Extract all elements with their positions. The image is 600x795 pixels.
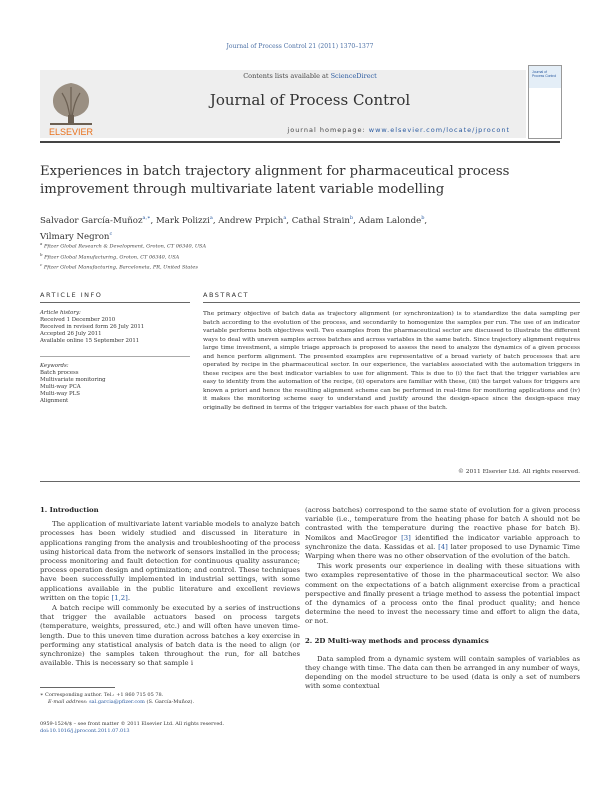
author-affiliation-marker[interactable]: b <box>349 215 354 221</box>
author-separator: , <box>212 215 219 226</box>
paragraph-text: identified the indicator variable approach to synchronize the data. Kassidas et al. <box>305 533 580 551</box>
header-rule <box>40 141 560 143</box>
author-separator: , <box>353 215 359 226</box>
author-name: Vilmary Negron <box>40 231 110 242</box>
journal-title: Journal of Process Control <box>209 91 411 109</box>
author-name: Andrew Prpich <box>218 215 284 226</box>
history-heading: Article history: <box>40 310 81 316</box>
author-separator: , <box>286 215 292 226</box>
history-item: Received 1 December 2010 <box>40 316 116 323</box>
affiliation-marker: c <box>40 262 43 268</box>
journal-homepage <box>160 126 510 134</box>
abstract-label: ABSTRACT <box>203 291 249 299</box>
contents-line <box>110 72 510 80</box>
journal-cover-thumbnail <box>528 65 562 139</box>
paragraph: A batch recipe will commonly be executed by a series of instructions that trigger the available actuators based on process targets (temperature, weights, pressured, etc.) and will often have uneven time-length. Due to this uneven time duration across batches a key exercise in performing any statistical analysis of batch data is the need to align (or synchronize) the samples taken throughout the run, for all batches available. This is necessary so that sample i <box>40 604 300 668</box>
abstract-text: The primary objective of batch data as trajectory alignment (or synchronization) is to standardize the data sampling per batch according to the evolution of the process, and secondarily to homogenize the samples per run. The use of an indicator variable performs both objectives well. Two examples from the pharmaceutical sector are discussed to illustrate the different ways to deal with uneven samples across batches and across variables in the same batch. Since trajectory alignment requires large time investment, a simple triage approach is proposed to assess the need to analyze the dynamics of a given process and hence perform alignment. The presented examples are representative of a broad variety of batch processes that are operated by recipe in the pharmaceutical sector. In our experience, the variables associated with the automation triggers in these recipes are the best indicator variables to use for alignment. This is due to (i) the fact that the trigger variables are easy to identify from the automation of the recipe, (ii) operators are familiar with these, (iii) the target values for triggers are known a priori and hence the resulting alignment scheme can be performed in real-time for monitoring applications and (iv) it makes the monitoring scheme easy to understand and justify around the design-space since the design-space may originally be defined in terms of the trigger variables for each phase of the batch. <box>203 311 580 411</box>
author-affiliation-marker[interactable]: a <box>209 215 213 221</box>
article-title-line2: improvement through multivariate latent variable modelling <box>40 182 445 197</box>
keyword-item: Multi-way PLS <box>40 390 80 397</box>
history-item: Received in revised form 26 July 2011 <box>40 323 145 330</box>
author-name: Cathal Strain <box>291 215 350 226</box>
corresponding-author: ∗ Corresponding author. Tel.: +1 860 715 05 78. <box>40 692 164 698</box>
author-affiliation-marker[interactable]: b <box>421 215 425 221</box>
author-name: Salvador García-Muñoz <box>40 215 143 226</box>
history-item: Available online 15 September 2011 <box>40 337 140 344</box>
paragraph <box>40 520 300 603</box>
citation-link[interactable]: [4] <box>438 542 448 551</box>
elsevier-tree-logo <box>40 75 102 137</box>
homepage-prefix: journal homepage: <box>287 126 366 134</box>
paragraph: This work presents our experience in dealing with these situations with two examples representative of those in the pharmaceutical sector. We also comment on the expectations of a batch alignment exercise from a practical perspective and finally present a triage method to assess the potential impact of the dynamics of a process onto the final product quality; and hence determine the need to invest the necessary time and effort to align the data, or not. <box>305 562 580 626</box>
cover-title-line2: Process Control <box>532 74 557 78</box>
issn-block <box>40 721 340 736</box>
paragraph-end: . <box>127 593 131 602</box>
abstract-rule <box>203 302 580 303</box>
article-history <box>40 310 180 345</box>
contents-prefix: Contents lists available at <box>243 72 329 80</box>
section-2-heading: 2. 2D Multi-way methods and process dynamics <box>305 636 489 645</box>
paragraph-text: (across batches) correspond to the same state of evolution for a given process variable (i.e., temperature from the heating phase for batch A should not be contrasted with the temperature during the reactive phase for batch B). Nomikos and MacGregor <box>305 506 580 542</box>
author-name: Adam Lalonde <box>358 215 422 226</box>
cover-title <box>532 70 556 78</box>
cover-title-line1: Journal of <box>532 70 547 74</box>
article-info-rule <box>40 302 190 303</box>
affiliation-text: Pfizer Global Manufacturing, Groton, CT 06340, USA <box>44 254 180 261</box>
history-item: Accepted 26 July 2011 <box>40 330 102 337</box>
article-title-line1: Experiences in batch trajectory alignment for pharmaceutical process <box>40 164 510 179</box>
footnote <box>40 692 300 707</box>
homepage-link[interactable]: www.elsevier.com/locate/jprocont <box>368 126 510 134</box>
running-head: Journal of Process Control 21 (2011) 1370–1377 <box>226 43 374 50</box>
keyword-item: Multi-way PCA <box>40 383 81 390</box>
footnote-rule <box>40 687 115 688</box>
keyword-item: Batch process <box>40 369 79 376</box>
author-separator: , <box>150 215 156 226</box>
issn-line: 0959-1524/$ – see front matter © 2011 Elsevier Ltd. All rights reserved. <box>40 721 225 727</box>
email-label: E-mail address: <box>48 699 88 706</box>
article-title <box>40 163 560 199</box>
article-info-label: ARTICLE INFO <box>40 291 103 299</box>
citation-link[interactable]: [1,2] <box>111 593 128 602</box>
affiliation-text: Pfizer Global Research & Development, Groton, CT 06340, USA <box>43 243 207 250</box>
keywords <box>40 363 180 404</box>
paragraph-text: later proposed to use Dynamic Time Warping when there was no other observation of the evolution of the batch. <box>305 542 580 561</box>
author-affiliation-marker[interactable]: a <box>283 215 287 221</box>
affiliation-text: Pfizer Global Manufacturing, Barceloneta, PR, United States <box>43 264 198 271</box>
citation-link[interactable]: [3] <box>401 533 411 542</box>
elsevier-wordmark: ELSEVIER <box>48 127 94 137</box>
body-right-column <box>305 506 580 692</box>
affiliation-marker: b <box>40 251 43 257</box>
email-owner: (S. García-Muñoz). <box>146 699 195 706</box>
email-line <box>40 699 300 706</box>
copyright: © 2011 Elsevier Ltd. All rights reserved. <box>457 469 580 475</box>
author-affiliation-marker[interactable]: c <box>109 230 113 237</box>
keyword-item: Multivariate monitoring <box>40 376 106 383</box>
abstract-bottom-rule <box>40 481 580 482</box>
paragraph: Data sampled from a dynamic system will contain samples of variables as they change with time. The data can then be arranged in any number of ways, depending on the model structure to be used (data is only a set of numbers with some contextual <box>305 654 580 691</box>
affiliation <box>40 251 440 262</box>
paragraph-text: The application of multivariate latent variable models to analyze batch processes has been widely studied and discussed in literature in applications ranging from the analysis and troubleshooting of the process using historical data from the network of sensors installed in the process; process monitoring and fault detection for continuous quality assurance; process operation design and optimization; and control. These techniques have been successfully implemented in industrial settings, with some applications available in the public literature and excellent reviews written on the topic <box>40 520 300 602</box>
affiliation <box>40 261 440 272</box>
section-1-heading: 1. Introduction <box>40 506 99 514</box>
sciencedirect-link[interactable]: ScienceDirect <box>330 72 377 80</box>
doi-link[interactable]: doi:10.1016/j.jprocont.2011.07.013 <box>40 728 130 735</box>
paragraph <box>305 506 580 561</box>
author-name: Mark Polizzi <box>155 215 210 226</box>
keywords-heading: Keywords: <box>40 363 69 369</box>
author-list <box>40 212 560 244</box>
keyword-item: Alignment <box>40 397 69 404</box>
author-affiliation-marker[interactable]: a,∗ <box>142 215 151 221</box>
author-separator: , <box>424 215 428 226</box>
affiliation-list <box>40 240 440 272</box>
affiliation <box>40 240 440 251</box>
affiliation-marker: a <box>40 241 43 246</box>
body-left-column <box>40 506 300 668</box>
article-info-divider <box>40 356 190 357</box>
email-link[interactable]: sal.garcia@pfizer.com <box>89 699 145 706</box>
